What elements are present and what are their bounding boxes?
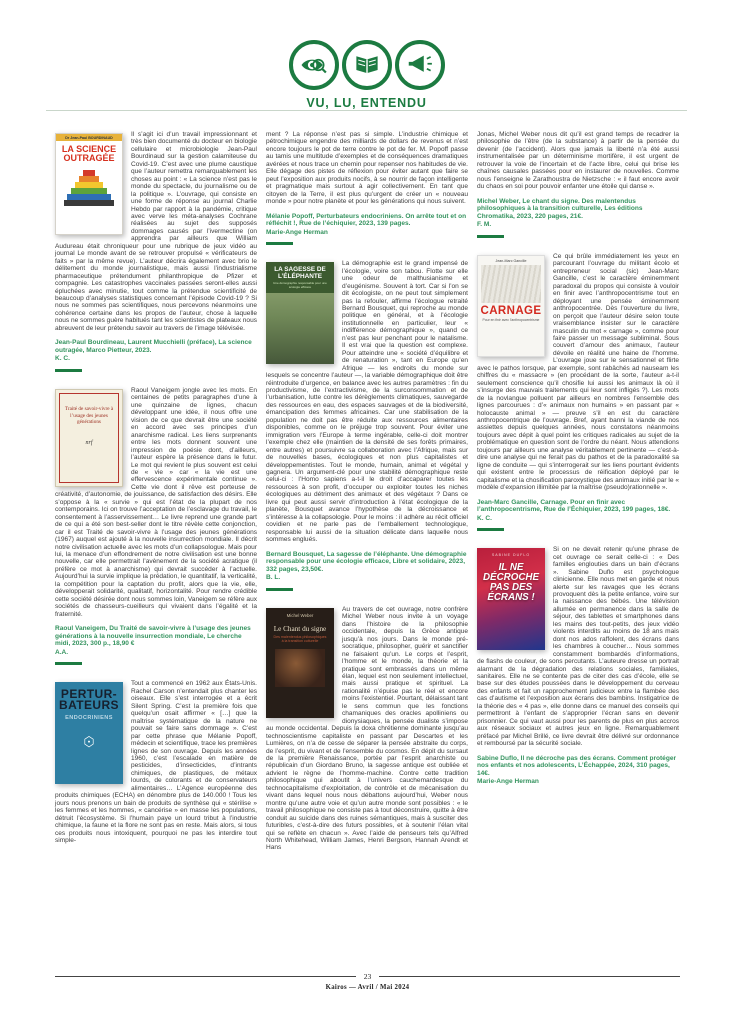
book-cover-sagesse	[266, 262, 334, 364]
reviewer-initials: K. C.	[55, 355, 70, 363]
section-divider	[477, 235, 504, 238]
book-citation: Sabine Duflo, Il ne décroche pas des écrans. Comment protéger nos enfants et nos adolescents, L’Échappée, 2024, 310 pages, 14€.	[477, 754, 677, 777]
header-icons	[0, 40, 733, 90]
cover-title: LA SCIENCE OUTRAGÉE	[61, 144, 117, 164]
review-columns	[55, 131, 681, 852]
open-book-icon	[352, 50, 382, 80]
review-text: Il s’agit ici d’un travail impressionnant et très bien documenté du docteur en biologie cellulaire et microbiologie Jean-Paul Bourdinaud sur la gestion calamiteuse du Covid-19. C’est avec une plume caustique que l’auteur remettra remarquablement les choses au point : « La science n’est pas le monde du spectacle, du journalisme ou de la politique ». L’ouvrage, qui consiste en une forme de réponse au journal Charlie Hebdo par rapport à la pandémie, critique avec verve les méta-analyses Cochrane réalisées au sujet des supposés dommages causés par l’ivermectine (on apprendra par ailleurs que William Audureau était chroniqueur pour une rubrique de jeux vidéo au journal Le monde avant de se retrouver propulsé « vérificateurs de faits » par la même revue). L’auteur décrira également avec brio le délitement du monde journalistique, mais aussi l’industrialisme pharmaceutique prétendument philanthropique de Pfizer et compagnie. Les catastrophes vaccinales passées seront-elles aussi épluchées avec minutie, tout comme la prétendue scientificité de beaucoup d’analyses statistiques concernant l’épisode Covid-19 ? Si nous ne sommes pas scientifiques, nous percevons néanmoins une cohérence certaine dans les propos de l’auteur, chose à laquelle nous ne sommes guère habitués tant les scientistes de plateaux nous abreuvent de leur prétendu savoir au travers de l’image télévisée.	[55, 131, 257, 332]
column-1	[55, 131, 257, 852]
cover-title: Traité de savoir-vivre à l’usage des jeunes générations	[64, 406, 114, 426]
cover-subtitle: Des malentendus philosophiques à la transition culturelle	[273, 634, 327, 644]
footer-rule-right	[379, 976, 680, 977]
book-citation: Michel Weber, Le chant du signe. Des malentendus philosophiques à la transition culturelle, Les éditions Chromatika, 2023, 220 pages, 21€.	[477, 197, 643, 220]
book-citation: Bernard Bousquet, La sagesse de l’éléphante. Une démographie responsable pour une écologie efficace, Libre et solidaire, 2023, 332 pages, 23,50€.	[266, 550, 467, 573]
book-cover-chant-du-signe	[266, 608, 334, 718]
review-text: La démographie est le grand impensé de l’écologie, voire son tabou. Flotte sur elle une odeur de malthusianisme et d’eugénisme. Souvent à tort. Car si l’on se dit écologiste, on ne peut tout simplement pas la refouler, affirme l’écologue retraité Bernard Bousquet, qui reproche au monde politique en général, et à l’écologie institutionnelle en particulier, leur « indifférence démographique », quand ce n’est pas leur penchant pour le natalisme. Il est vrai que la question est complexe. Pour atteindre une « société d’équilibre et de renaturation », tant en Europe qu’en Afrique — les endroits du monde sur lesquels se concentre l’auteur —, la variable démographique doit être réintroduite d’urgence, en balance avec les autres paramètres : fin du productivisme, de l’extractivisme, de la surconsommation et de l’urbanisation, lutte contre les dérèglements climatiques, sauvegarde des ressources en eau, des espaces sauvages et de la biodiversité, émancipation des femmes africaines. Car une stabilisation de la population ne doit pas être réduite aux ressources alimentaires disponibles, comme on le préjuge trop souvent. Pour éviter une immigration vers l’Europe à terme ingérable, celle-ci doit montrer l’exemple chez elle (maintien de la densité de ses forêts primaires, entre autres) et poursuivre sa collaboration avec l’Afrique, mais sur de nouvelles bases, écologiques et non plus capitalistes et développementistes. Tout le monde, humain, animal et végétal y gagnera. Un argument-clé pour une stabilité démographique reste celui-ci : l’Homo sapiens a-t-il le droit d’accaparer toutes les ressources à son profit, d’occuper ou exploiter toutes les niches écologiques au détriment des animaux et des végétaux ? Dans ce livre qui peut aussi servir d’introduction à l’état écologique de la planète, Bousquet avance l’hypothèse de la décroissance et s’intéresse à la collapsologie. Pour le moins : il adhère au récit officiel covidien et ne parle pas de l’emballement technologique, responsable lui aussi de la situation délicate dans laquelle nous sommes englués.	[266, 260, 468, 544]
eye-icon	[299, 50, 329, 80]
reviewer-initials: F. M.	[477, 221, 492, 229]
book-circle	[342, 40, 392, 90]
cover-subtitle: Pour en finir avec l’anthropocentrisme	[482, 318, 540, 322]
cover-title: PERTUR- BATEURS	[59, 687, 119, 713]
reviewer-initials: K. C.	[477, 514, 492, 522]
review-chant-du-signe-part2	[477, 131, 679, 238]
review-text: Jonas, Michel Weber nous dit qu’il est grand temps de recadrer la philosophie de l’être (de la substance) à partir de la pensée du devenir (de l’accident). Alors que jamais la liberté n’a été aussi instrumentalisée par un déterminisme mortifère, il est urgent de retrouver la voie de l’incertain et de l’acte libre, celui qui brise les chaînes causales passées pour en instaurer de nouvelles. Comme nous l’enseigne le Zarathoustra de Nietzsche : « il faut encore avoir du chaos en soi pour pouvoir enfanter une étoile qui danse ».	[477, 131, 679, 191]
cover-author: Jean-Marc Gancille	[495, 259, 527, 263]
footer-rule-left	[55, 976, 356, 977]
section-header	[0, 40, 733, 110]
review-text: ment ? La réponse n’est pas si simple. L’industrie chimique et pétrochimique engendre des milliards de dollars de revenus et n’est encore toujours le pot de terre contre le pot de fer. M. Popoff passe au tamis une multitude d’exemples et de conséquences dramatiques avérées et nous trace un chemin pour repenser nos habitudes de vie. Elle dégage des pistes de réflexion pour éviter autant que faire se peut l’exposition aux produits nocifs, à se nourrir de façon intelligente et pragmatique mais surtout à agir collectivement. En tant que citoyen de la Terre, il est plus qu’urgent de créer un « nouveau monde » pour notre planète et pour les générations qui nous suivent.	[266, 131, 468, 206]
book-cover-traite	[55, 389, 123, 487]
megaphone-icon	[405, 50, 435, 80]
book-cover-ecrans	[477, 548, 545, 650]
cover-illustration	[481, 265, 541, 303]
review-carnage	[477, 253, 679, 531]
cover-author: SABINE DUFLO	[491, 553, 531, 558]
book-citation: Raoul Vaneigem, Du Traité de savoir-vivre à l’usage des jeunes générations à la nouvelle insurrection mondiale, Le cherche midi, 2023, 300 p., 18,90 €	[55, 625, 251, 648]
cover-subtitle: Une démographie responsable pour une écologie efficace	[273, 281, 327, 289]
cover-title: Le Chant du signe	[273, 624, 327, 633]
review-text: Tout a commencé en 1962 aux États-Unis. Rachel Carson n’entendait plus chanter les oiseaux. Elle s’est interrogée et a écrit Silent Spring. C’est la première fois que quelqu’un osait affirmer « […] que la maîtrise systématique de la nature ne pouvait se faire sans dommage ». C’est par cette phrase que Mélanie Popoff, médecin et scientifique, trace les premières lignes de son ouvrage. Depuis les années 1960, c’est l’escalade en matière de pesticides, d’insecticides, d’intrants chimiques, de plastiques, de métaux lourds, de colorants et de conservateurs alimentaires… L’Agence européenne des produits chimiques (ECHA) en dénombre plus de 140.000 ! Tous les jours nous prenons un bain de produits de synthèse qui « stérilise » les femmes et les hommes, « cancérise » en masse les populations, détruit l’écosystème. Si l’humain paye un lourd tribut à l’industrie chimique, la faune et la flore ne sont pas en reste. Mais alors, si tous ces produits nous intoxiquent, pourquoi ne pas les interdire tout simple-	[55, 680, 257, 844]
review-text: Si on ne devait retenir qu’une phrase de cet ouvrage ce serait celle-ci : « Des familles englouties dans un bain d’écrans ». Sabine Duflo est psychologue clinicienne. Elle nous met en garde et nous alerte sur les ravages que les écrans provoquent dès la petite enfance, voire sur la naissance des bébés. Une télévision allumée en permanence dans la salle de séjour, des tablettes et smartphones dans les mains des tout-petits, des jeux vidéo violents interdits au moins de 18 ans mais dont nos ados raffolent, des écrans dans les chambres à coucher… Nous sommes constamment bombardés d’informations, de flashs de couleur, de sons percutants. L’auteure dresse un portrait alarmant de la dégradation des relations sociales, familiales, sanitaires. Elle ne se contente pas de citer des cas d’école, elle se base sur des études poussées dans le développement du cerveau des enfants et fait un rapprochement judicieux entre la flambée des cas d’autisme et l’exposition aux écrans des bambins. Instigatrice de la théorie des « 4 pas », elle donne dans ce manuel des conseils qui permettront à l’enfant de s’approprier l’écran sans en devenir prisonnier. Ce qui vaut aussi pour les parents de plus en plus accros aux réseaux sociaux et autres jeux en ligne. Remarquablement préfacé par Michel Brillé, ce livre devrait être délivré sur ordonnance et remboursé par la sécurité sociale.	[477, 546, 679, 748]
molecule-icon	[55, 735, 123, 754]
section-divider	[266, 242, 293, 245]
page-footer	[55, 972, 680, 991]
pyramid-graphic	[56, 170, 122, 206]
section-divider	[477, 528, 504, 531]
journal-name-date: Kairos — Avril / Mai 2024	[325, 984, 410, 991]
column-3	[477, 131, 679, 852]
review-sagesse-elephante	[266, 260, 468, 591]
reviewer-initials: A.A.	[55, 648, 69, 656]
review-text: Raoul Vaneigem jongle avec les mots. En centaines de petits paragraphes d’une à une quinzaine de lignes, chacun développant une idée, il nous offre une vision de ce que devrait être une société en accord avec ses principes d’un anarchisme radical. Les liens surprenants entre les mots donnent souvent une impression de poésie dont, d’ailleurs, l’auteur espère la présence dans le futur. Le mot qui revient le plus souvent est celui de « vie » car « la vie est une effervescence expérimentale continue ». Cette vie dont il rêve est porteuse de créativité, d’autonomie, de jouissance, de satisfaction des désirs. Elle s’oppose à la « survie » qui est l’état de la plupart de nos contemporains. Ici on trouve l’acceptation de l’esclavage du travail, le consentement à l’asservissement… Le livre reprend une grande part de ce qui a été son best-seller dont le titre révèle cette conjonction, car il est Traité de savoir-vivre à l’usage des jeunes générations (1967) auquel est ajouté à la nouvelle insurrection mondiale. Il décrit notre civilisation actuelle avec les mots d’un collapsologue. Mais pour lui, la menace d’un effondrement de notre civilisation est une bonne nouvelle, car elle permettrait l’avènement de la société acratique (il préfère ce mot à anarchisme) qui devrait succéder à l’actuelle. Aujourd’hui la survie implique la prédation, le quantitatif, la verticalité, la compétition pour la captation du profit, alors que la vie, elle, développerait solidarité, qualitatif, horizontalité. Pour rendre crédible cette société désirée dont nous sommes loin, Vaneigem se réfère aux sociétés de chasseurs-cueilleurs qui vivaient dans l’égalité et la fraternité.	[55, 387, 257, 618]
book-citation: Jean-Marc Gancille, Carnage. Pour en finir avec l’anthropocentrisme, Rue de l’Échiquier, 2023, 199 pages, 18€.	[477, 498, 671, 514]
section-divider	[55, 369, 82, 372]
review-traite-savoir-vivre	[55, 387, 257, 665]
page-title: VU, LU, ENTENDU	[306, 96, 427, 110]
cover-subtitle: ENDOCRINIENS	[65, 714, 113, 721]
header-rule	[46, 110, 687, 111]
review-text: Ce qui brûle immédiatement les yeux en parcourant l’ouvrage du militant écolo et entrepreneur social (sic) Jean-Marc Gancille, c’est le caractère éminemment paradoxal du propos qui consiste à vouloir en finir avec l’anthropocentrisme tout en déployant une pensée éminemment anthropocentrée. Dès l’ouverture du livre, on perçoit que l’auteur désire selon toute vraisemblance insister sur le caractère masculin du mot « carnage », comme pour faire passer un message subliminal. Sous couvert d’amour des animaux, l’auteur dévoile en réalité une haine de l’homme. L’ouvrage joue sur le sensationnel et flirte avec le pathos lorsque, par exemple, sont rabâchés ad nauseam les chiffres du « massacre » (en procédant de la sorte, l’auteur a-t-il seulement conscience qu’il chosifie lui aussi les animaux là où il s’insurge des mauvais traitements qui leur sont infligés ?). Les mots de la novlangue polluent par ailleurs en nombres l’ensemble des lignes parcourues : d’« animaux non humains » en passant par « holocauste animal » — preuve s’il en est du caractère anthropocentrique de l’ouvrage. Bref, ayant banni la viande de nos assiettes depuis quelques années, nous constatons néanmoins toujours avec dépit à quel point les critiques radicales au sujet de la problématique en question sont de l’ordre du néant. Nous attendions toujours par ailleurs une analyse véritablement pertinente — c’est-à-dire une analyse qui ne ferait pas du pathos et de la paradoxalité sa ligne de conduite — qui s’interrogerait sur les liens pourtant évidents qui existent entre le processus de réification déployé par le capitalisme et la chosification paroxystique des animaux initié par le « modèle d’expansion illimitée par la maîtrise (pseudo)rationnelle ».	[477, 253, 679, 492]
book-cover-science-outragee	[55, 133, 123, 235]
cover-title: CARNAGE	[480, 305, 542, 317]
cover-title: IL NE DÉCROCHE PAS DES ÉCRANS !	[482, 562, 540, 604]
section-divider	[55, 662, 82, 665]
review-text: Au travers de cet ouvrage, notre confrère Michel Weber nous invite à un voyage dans l’histoire de la philosophie occidentale, depuis la Grèce antique jusqu’à nos jours. Dans le monde pré-socratique, philosopher, guérir et sanctifier ne faisaient qu’un. Le corps et l’esprit, l’homme et le monde, la théorie et la pratique sont embrassés dans un même élan, lequel est non seulement intellectuel, mais aussi pratique et spirituel. La rationalité n’épuise pas le réel et encore moins l’existentiel. Pourtant, délaissant tant le sens commun que les fonctions chamaniques des oracles apolliniens ou dionysiaques, la pensée dualiste s’impose au monde occidental. Depuis la doxa chrétienne dominante jusqu’au technoscientisme capitaliste en passant par Descartes et les Lumières, on n’a de cesse de séparer la pensée abstraite du corps, de l’esprit, du vivant et de l’ensemble du cosmos. En dépit du sursaut de la première Renaissance, portée par l’esprit anarchiste ou républicain d’un Giordano Bruno, la sagesse antique est oubliée et advient le règne de l’homme-machine. Contre cette tradition philosophique qui aboutit à l’univers cauchemardesque du technocapitalisme d’exploitation, de contrôle et de mécanisation du vivant dans lequel nous nous débattons aujourd’hui, Weber nous montre qu’une autre voie et qu’un autre monde sont possibles : « le travail philosophique ne consiste pas à tout déconstruire, quitte à être conduit au suicide dans des ruines sémantiques, mais à susciter des futuribles, c’est-à-dire des futurs possibles, et à soutenir l’élan vital qui se reflète en chacun ». Avec l’aide de penseurs tels qu’Alfred North Whitehead, William James, Henri Bergson, Hannah Arendt et Hans	[266, 605, 468, 852]
reviewer-initials: B. L.	[266, 574, 281, 582]
section-divider	[266, 588, 293, 591]
book-cover-carnage	[477, 255, 545, 357]
review-perturbateurs-part2	[266, 131, 468, 245]
cover-author: Dr Jean-Paul BOURDINAUD	[56, 134, 122, 141]
review-chant-du-signe-part1	[266, 606, 468, 852]
megaphone-circle	[395, 40, 445, 90]
book-citation: Mélanie Popoff, Perturbateurs endocriniens. On arrête tout et on réfléchit !, Rue de l’échiquier, 2023, 139 pages.	[266, 212, 467, 228]
column-2	[266, 131, 468, 852]
book-citation: Jean-Paul Bourdineau, Laurent Mucchielli (préface), La science outragée, Marco Pietteur, 2023.	[55, 339, 252, 354]
cover-title: LA SAGESSE DE L’ÉLÉPHANTE	[274, 266, 326, 281]
book-cover-perturbateurs	[55, 682, 123, 784]
review-perturbateurs-part1	[55, 680, 257, 844]
cover-author: Michel Weber	[286, 612, 314, 618]
eye-circle	[289, 40, 339, 90]
publisher-mark: nrf	[85, 439, 93, 446]
reviewer-name: Marie-Ange Herman	[266, 228, 328, 236]
review-ecrans	[477, 546, 679, 786]
cover-painting	[275, 649, 325, 687]
review-science-outragee	[55, 131, 257, 372]
page-number: 23	[363, 972, 372, 981]
reviewer-name: Marie-Ange Herman	[477, 778, 539, 786]
